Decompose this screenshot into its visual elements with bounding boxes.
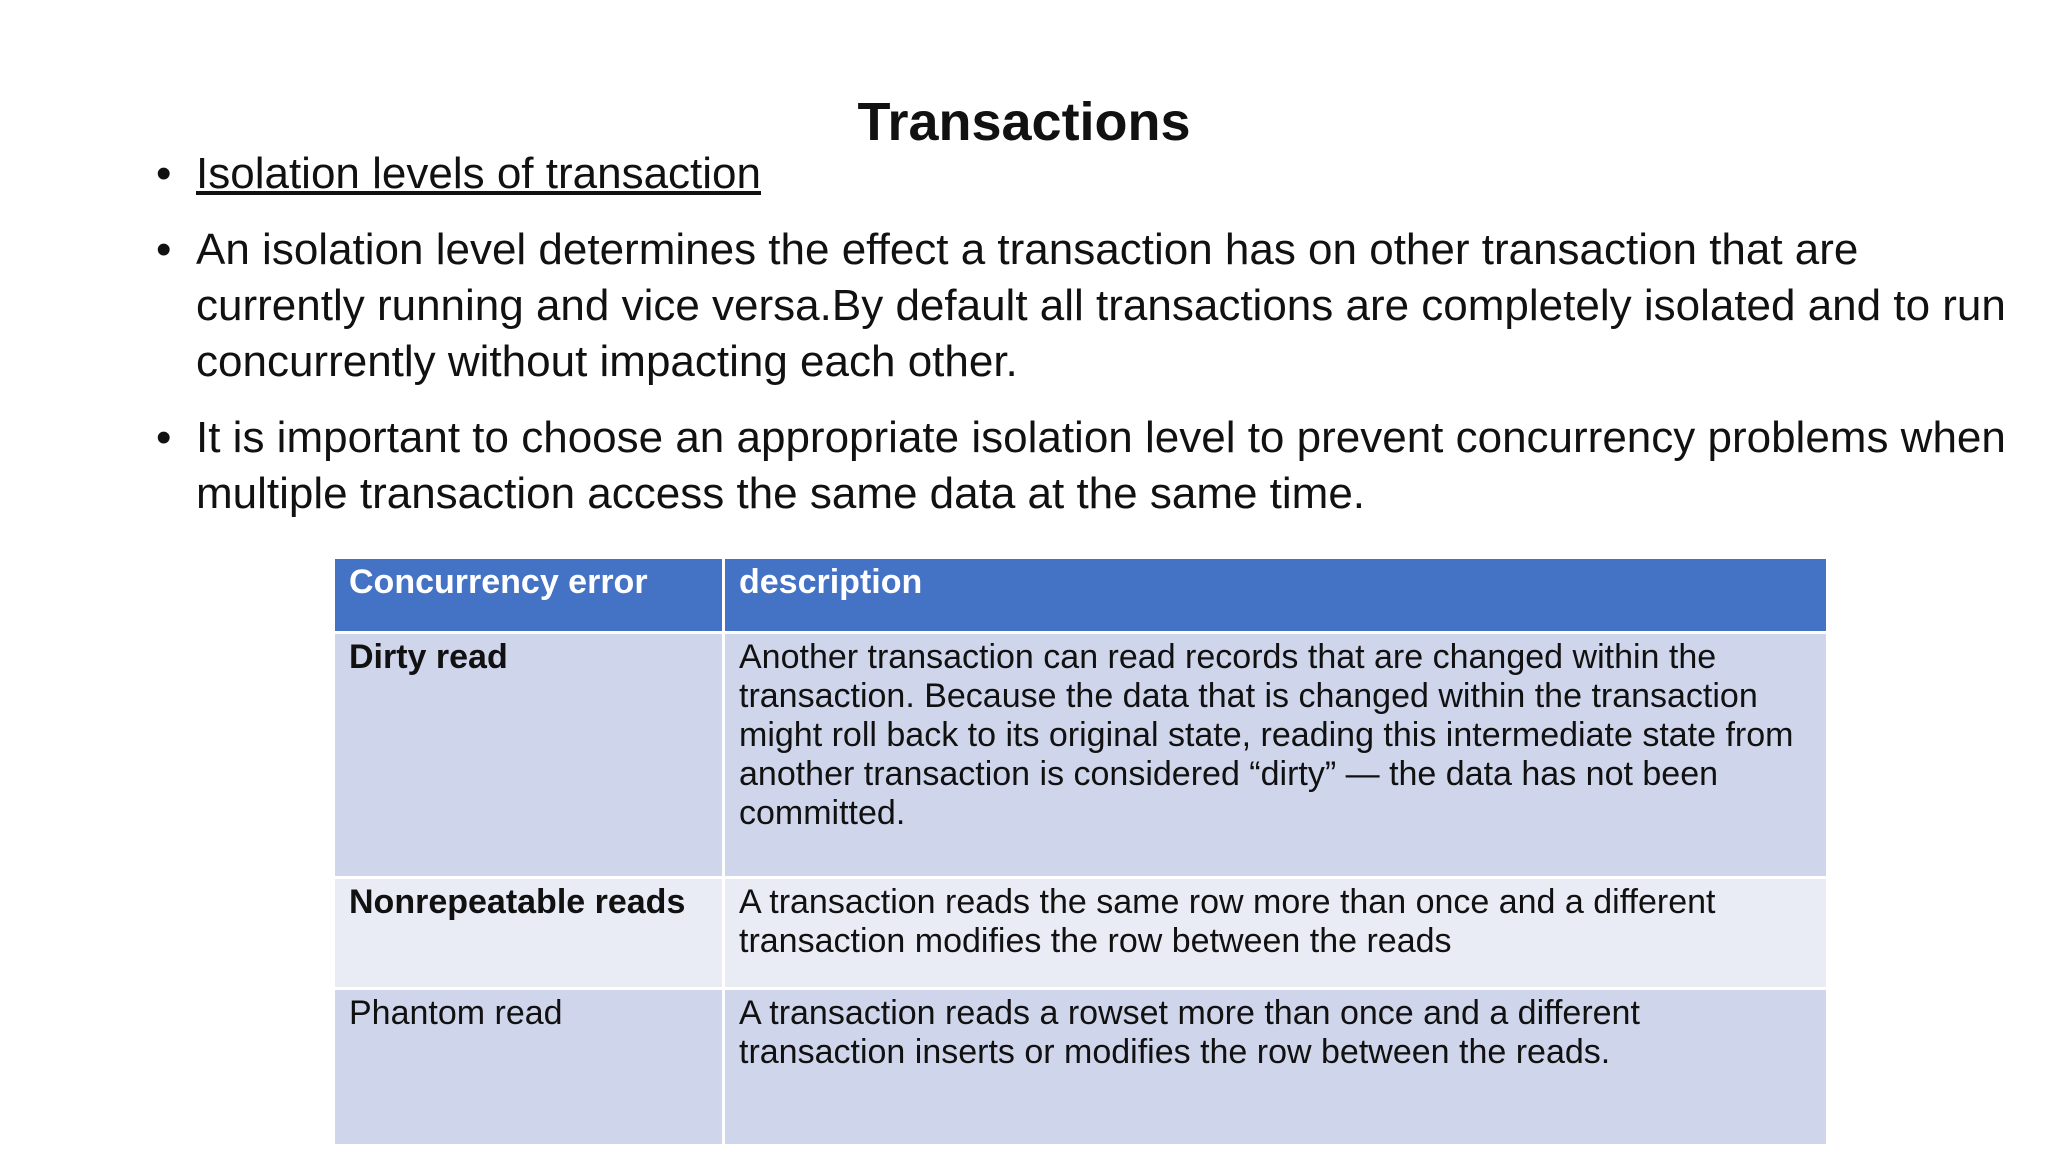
row-error-name: Phantom read xyxy=(334,989,724,1146)
bullet-text: It is important to choose an appropriate isolation level to prevent concurrency problems when multiple transaction access the same data at the same time. xyxy=(196,413,2006,518)
table-row xyxy=(334,878,1828,989)
row-description: A transaction reads a rowset more than once and a different transaction inserts or modifies the row between the reads. xyxy=(724,989,1828,1146)
header-description: description xyxy=(724,558,1828,633)
bullet-item xyxy=(152,146,2032,202)
table-row xyxy=(334,633,1828,878)
header-concurrency-error: Concurrency error xyxy=(334,558,724,633)
table-header-row xyxy=(334,558,1828,633)
bullet-heading: Isolation levels of transaction xyxy=(196,149,761,198)
slide-title: Transactions xyxy=(857,92,1191,152)
bullet-dot-icon: • xyxy=(156,413,172,462)
bullet-text: An isolation level determines the effect a transaction has on other transaction that are currently running and vice versa.By default all transactions are completely isolated and to run concurrently without impacting each other. xyxy=(196,225,2006,386)
row-error-name: Dirty read xyxy=(334,633,724,878)
bullet-list xyxy=(152,146,2032,542)
bullet-item xyxy=(152,222,2032,390)
bullet-dot-icon: • xyxy=(156,149,172,198)
concurrency-table xyxy=(332,556,1829,1147)
bullet-dot-icon: • xyxy=(156,225,172,274)
bullet-item xyxy=(152,410,2032,522)
table-row xyxy=(334,989,1828,1146)
row-description: Another transaction can read records that are changed within the transaction. Because the data that is changed within the transaction might roll back to its original state, reading this intermediate state from another transaction is considered “dirty” — the data has not been committed. xyxy=(724,633,1828,878)
row-error-name: Nonrepeatable reads xyxy=(334,878,724,989)
row-description: A transaction reads the same row more than once and a different transaction modifies the row between the reads xyxy=(724,878,1828,989)
